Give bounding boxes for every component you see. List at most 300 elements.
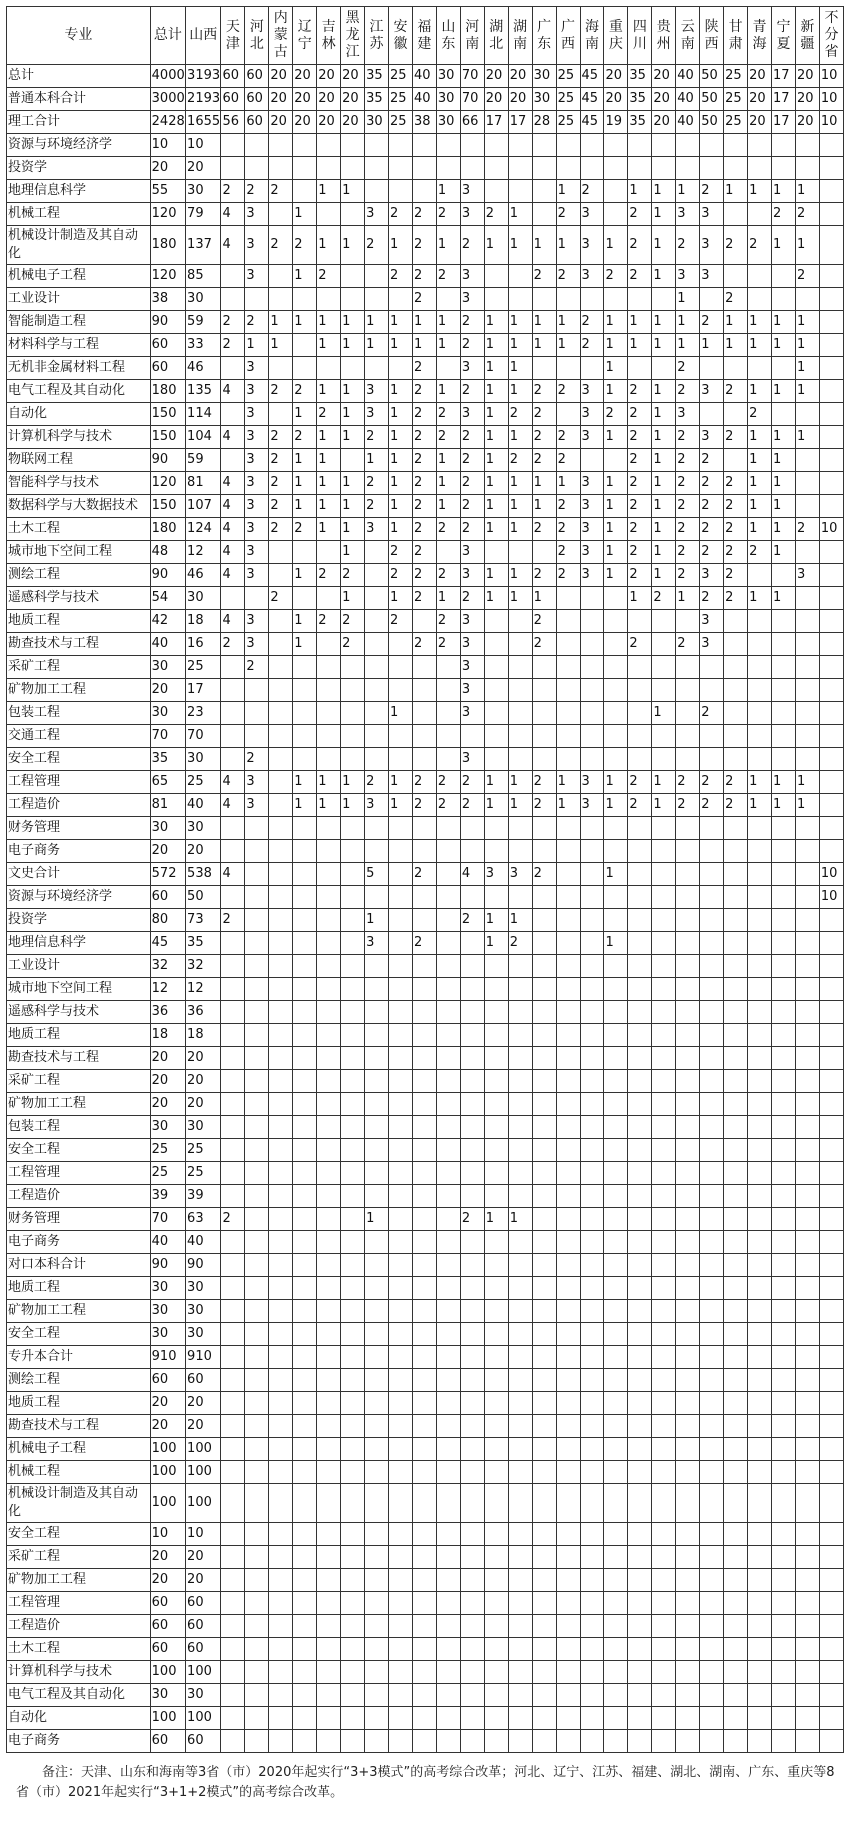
row-label: 电子商务 [7,1231,151,1254]
table-cell [293,1116,317,1139]
table-cell [269,1707,293,1730]
table-cell [628,1254,652,1277]
table-cell [772,1231,796,1254]
table-cell [508,1185,532,1208]
table-cell [460,1277,484,1300]
table-cell [365,1139,389,1162]
table-cell [795,1300,819,1323]
table-row [7,1254,844,1277]
table-cell [389,1024,413,1047]
table-cell: 18 [150,1024,185,1047]
table-cell [269,1116,293,1139]
table-cell [269,403,293,426]
table-cell [556,1116,580,1139]
table-cell [317,357,341,380]
table-cell [676,1523,700,1546]
table-cell: 25 [150,1162,185,1185]
table-cell: 1 [484,357,508,380]
table-cell [652,1461,676,1484]
table-cell: 2 [460,226,484,265]
table-cell: 2 [676,541,700,564]
table-cell [221,1300,245,1323]
table-cell [221,679,245,702]
table-cell [556,134,580,157]
table-cell [700,403,724,426]
table-cell [436,1116,460,1139]
table-cell [508,1070,532,1093]
table-cell [772,978,796,1001]
table-cell: 2 [628,426,652,449]
table-cell: 1 [772,518,796,541]
table-cell: 2 [245,311,269,334]
table-cell [700,886,724,909]
table-cell [628,1231,652,1254]
table-cell [628,1323,652,1346]
table-cell [412,1024,436,1047]
table-cell: 1 [365,449,389,472]
table-cell [532,1392,556,1415]
table-cell [676,1346,700,1369]
table-cell [269,1546,293,1569]
table-cell [389,863,413,886]
table-cell [748,1070,772,1093]
table-cell [245,1369,269,1392]
table-cell: 2 [436,564,460,587]
table-cell [293,1208,317,1231]
table-cell [700,1185,724,1208]
table-cell: 25 [724,88,748,111]
table-cell [772,748,796,771]
table-cell: 1 [317,226,341,265]
table-cell [795,1139,819,1162]
table-cell: 1 [389,472,413,495]
table-cell [508,157,532,180]
table-cell: 1 [652,541,676,564]
table-cell [484,656,508,679]
table-cell [460,1369,484,1392]
table-cell: 2 [700,472,724,495]
table-cell: 3 [245,203,269,226]
table-cell: 17 [484,111,508,134]
table-cell: 1 [317,794,341,817]
table-cell [460,1438,484,1461]
table-cell: 2 [628,633,652,656]
table-cell [389,1116,413,1139]
table-cell: 1 [604,426,628,449]
table-cell: 1 [317,311,341,334]
table-cell: 3 [700,226,724,265]
table-cell [365,1254,389,1277]
column-header: 山西 [186,7,221,65]
table-cell: 1 [795,357,819,380]
table-cell [341,449,365,472]
table-cell: 2 [556,265,580,288]
table-cell [245,909,269,932]
column-header: 云南 [676,7,700,65]
table-cell [748,909,772,932]
table-cell [269,1392,293,1415]
table-cell: 20 [317,65,341,88]
table-cell [508,725,532,748]
table-cell: 48 [150,541,185,564]
table-cell [772,1185,796,1208]
row-label: 电子商务 [7,1730,151,1753]
table-cell [556,978,580,1001]
table-cell [389,1638,413,1661]
table-row [7,886,844,909]
table-cell: 1 [748,380,772,403]
table-cell [317,1392,341,1415]
table-cell [604,1277,628,1300]
table-cell [676,1300,700,1323]
table-row [7,1208,844,1231]
table-cell: 25 [186,656,221,679]
table-cell: 2 [676,495,700,518]
table-cell: 1 [795,380,819,403]
table-cell: 3 [460,564,484,587]
table-cell [532,357,556,380]
table-cell: 2 [389,564,413,587]
table-cell [412,1346,436,1369]
table-cell [628,357,652,380]
table-cell: 3 [365,380,389,403]
table-cell [700,1208,724,1231]
table-cell [580,1661,604,1684]
table-cell: 1 [245,334,269,357]
table-cell [436,679,460,702]
table-cell: 4 [221,226,245,265]
table-cell [819,610,843,633]
table-cell [389,357,413,380]
table-cell [604,1546,628,1569]
table-cell [700,134,724,157]
table-cell: 2 [724,472,748,495]
table-cell: 30 [150,1323,185,1346]
table-row [7,1707,844,1730]
table-cell [484,1185,508,1208]
table-cell [772,1592,796,1615]
table-cell [676,1461,700,1484]
table-cell: 1 [317,426,341,449]
table-cell [484,840,508,863]
table-cell [341,863,365,886]
table-cell [748,157,772,180]
table-cell [221,449,245,472]
row-label: 投资学 [7,157,151,180]
row-label: 智能制造工程 [7,311,151,334]
table-cell [580,1162,604,1185]
table-cell [795,403,819,426]
table-cell [389,1484,413,1523]
table-cell [748,1523,772,1546]
table-cell: 1 [724,180,748,203]
table-cell [365,1438,389,1461]
table-cell [580,1300,604,1323]
table-cell: 3 [460,541,484,564]
table-cell [412,180,436,203]
table-cell [772,1546,796,1569]
table-cell: 1 [748,426,772,449]
table-cell [221,1438,245,1461]
table-cell [748,1323,772,1346]
row-label: 机械工程 [7,1461,151,1484]
table-cell [293,1070,317,1093]
table-cell [341,725,365,748]
table-cell [269,863,293,886]
table-cell: 2 [556,203,580,226]
row-label: 土木工程 [7,1638,151,1661]
table-cell [652,157,676,180]
table-cell [508,1592,532,1615]
table-cell: 3 [795,564,819,587]
table-cell [460,1523,484,1546]
table-cell [508,134,532,157]
table-cell [724,1277,748,1300]
table-cell [341,1047,365,1070]
table-cell [484,1369,508,1392]
column-header: 河南 [460,7,484,65]
table-cell [556,610,580,633]
table-cell [819,472,843,495]
table-cell: 1 [389,495,413,518]
table-cell: 1 [556,771,580,794]
table-cell: 2 [724,587,748,610]
table-cell [772,134,796,157]
row-label: 安全工程 [7,1523,151,1546]
table-cell [484,1254,508,1277]
table-cell: 1 [436,449,460,472]
table-cell [460,1569,484,1592]
table-cell [436,1093,460,1116]
table-row [7,472,844,495]
table-cell [700,955,724,978]
row-label: 遥感科学与技术 [7,587,151,610]
table-cell: 10 [819,111,843,134]
table-cell [604,1707,628,1730]
table-cell: 3 [365,403,389,426]
table-cell [772,403,796,426]
table-cell [508,180,532,203]
table-cell [293,1638,317,1661]
column-header: 宁夏 [772,7,796,65]
table-cell [484,1523,508,1546]
table-cell [508,1661,532,1684]
table-cell [293,679,317,702]
table-cell: 2 [412,587,436,610]
table-cell: 3 [580,794,604,817]
table-cell [748,1438,772,1461]
table-cell [269,1369,293,1392]
table-cell [819,1461,843,1484]
table-cell [556,1369,580,1392]
table-cell [772,1707,796,1730]
table-cell [221,1592,245,1615]
table-cell [508,978,532,1001]
table-cell: 1 [604,564,628,587]
table-cell [269,886,293,909]
table-cell [819,771,843,794]
column-header: 辽宁 [293,7,317,65]
table-cell: 1 [652,334,676,357]
table-cell: 20 [269,65,293,88]
table-cell [245,157,269,180]
table-cell: 1 [508,771,532,794]
table-cell [484,134,508,157]
table-cell [676,1093,700,1116]
row-label: 机械电子工程 [7,1438,151,1461]
table-cell: 2 [436,610,460,633]
table-cell [676,1415,700,1438]
table-cell: 60 [150,886,185,909]
table-cell [532,1254,556,1277]
table-cell [604,610,628,633]
table-row [7,1569,844,1592]
table-cell [556,1569,580,1592]
table-cell [724,955,748,978]
table-cell: 1 [508,334,532,357]
table-cell [341,748,365,771]
table-cell [412,978,436,1001]
row-label: 投资学 [7,909,151,932]
table-cell: 3 [245,541,269,564]
table-cell [317,863,341,886]
table-cell: 1 [652,771,676,794]
table-cell: 4 [221,794,245,817]
table-cell: 60 [186,1592,221,1615]
table-cell [484,955,508,978]
table-cell [748,817,772,840]
table-cell [532,817,556,840]
table-cell [676,1070,700,1093]
table-cell [436,1730,460,1753]
table-cell: 45 [580,65,604,88]
table-cell: 3 [245,380,269,403]
table-cell: 30 [150,702,185,725]
table-row [7,1438,844,1461]
table-cell [317,1024,341,1047]
table-cell [412,1277,436,1300]
table-row [7,357,844,380]
table-cell [245,1208,269,1231]
table-cell [269,955,293,978]
table-cell [317,748,341,771]
table-cell [628,1047,652,1070]
table-cell [389,1438,413,1461]
table-cell [532,1707,556,1730]
row-label: 工程管理 [7,771,151,794]
table-cell [221,1001,245,1024]
table-cell [795,656,819,679]
table-cell: 2 [269,380,293,403]
table-cell [532,1484,556,1523]
row-label: 自动化 [7,1707,151,1730]
table-cell: 2 [676,226,700,265]
table-cell [412,1415,436,1438]
table-cell: 1 [341,541,365,564]
table-cell [436,1415,460,1438]
table-cell: 1 [508,587,532,610]
table-cell: 2 [412,495,436,518]
table-cell: 2 [389,265,413,288]
table-cell [245,587,269,610]
table-cell: 25 [186,771,221,794]
table-cell [508,1707,532,1730]
table-cell: 1 [508,518,532,541]
table-cell [341,1661,365,1684]
table-cell: 20 [293,88,317,111]
table-cell: 4 [221,564,245,587]
table-cell: 137 [186,226,221,265]
table-cell [436,978,460,1001]
table-cell [580,1569,604,1592]
table-cell [819,1546,843,1569]
table-cell [700,1638,724,1661]
table-cell: 1 [341,403,365,426]
table-row [7,1346,844,1369]
table-cell: 20 [748,65,772,88]
table-cell: 4000 [150,65,185,88]
table-cell: 70 [186,725,221,748]
table-cell [341,679,365,702]
table-cell: 1 [604,541,628,564]
table-cell [819,1093,843,1116]
table-cell: 50 [700,65,724,88]
table-cell [293,840,317,863]
column-header: 总计 [150,7,185,65]
table-cell [676,1162,700,1185]
table-cell: 3 [700,426,724,449]
table-row [7,134,844,157]
table-cell [772,1615,796,1638]
table-cell [795,610,819,633]
table-cell [484,1093,508,1116]
table-cell [700,1300,724,1323]
table-cell [484,748,508,771]
table-row [7,1231,844,1254]
table-cell [700,1415,724,1438]
table-cell [628,1369,652,1392]
table-cell [436,702,460,725]
table-cell: 20 [150,1546,185,1569]
table-cell [484,702,508,725]
table-cell [269,203,293,226]
table-cell: 2 [556,518,580,541]
row-label: 土木工程 [7,518,151,541]
table-cell [293,1185,317,1208]
table-cell [317,909,341,932]
table-cell [700,1070,724,1093]
footnote: 备注：天津、山东和海南等3省（市）2020年起实行“3+3模式”的高考综合改革；河北、辽宁、江苏、福建、湖北、湖南、广东、重庆等8省（市）2021年起实行“3+1+2模式”的高考综合改革。 [16,1765,835,1800]
table-cell [508,1546,532,1569]
table-cell [484,1323,508,1346]
table-cell [460,1162,484,1185]
table-cell: 3 [700,610,724,633]
column-header: 山东 [436,7,460,65]
table-cell: 1 [748,311,772,334]
table-cell: 1 [772,226,796,265]
table-cell [436,1277,460,1300]
table-cell: 2 [676,426,700,449]
row-label: 采矿工程 [7,656,151,679]
column-header: 福建 [412,7,436,65]
table-cell: 2 [412,426,436,449]
table-cell: 100 [150,1707,185,1730]
table-cell [341,1277,365,1300]
table-cell [819,288,843,311]
table-cell [221,1615,245,1638]
table-cell: 2 [628,449,652,472]
table-cell [269,1461,293,1484]
